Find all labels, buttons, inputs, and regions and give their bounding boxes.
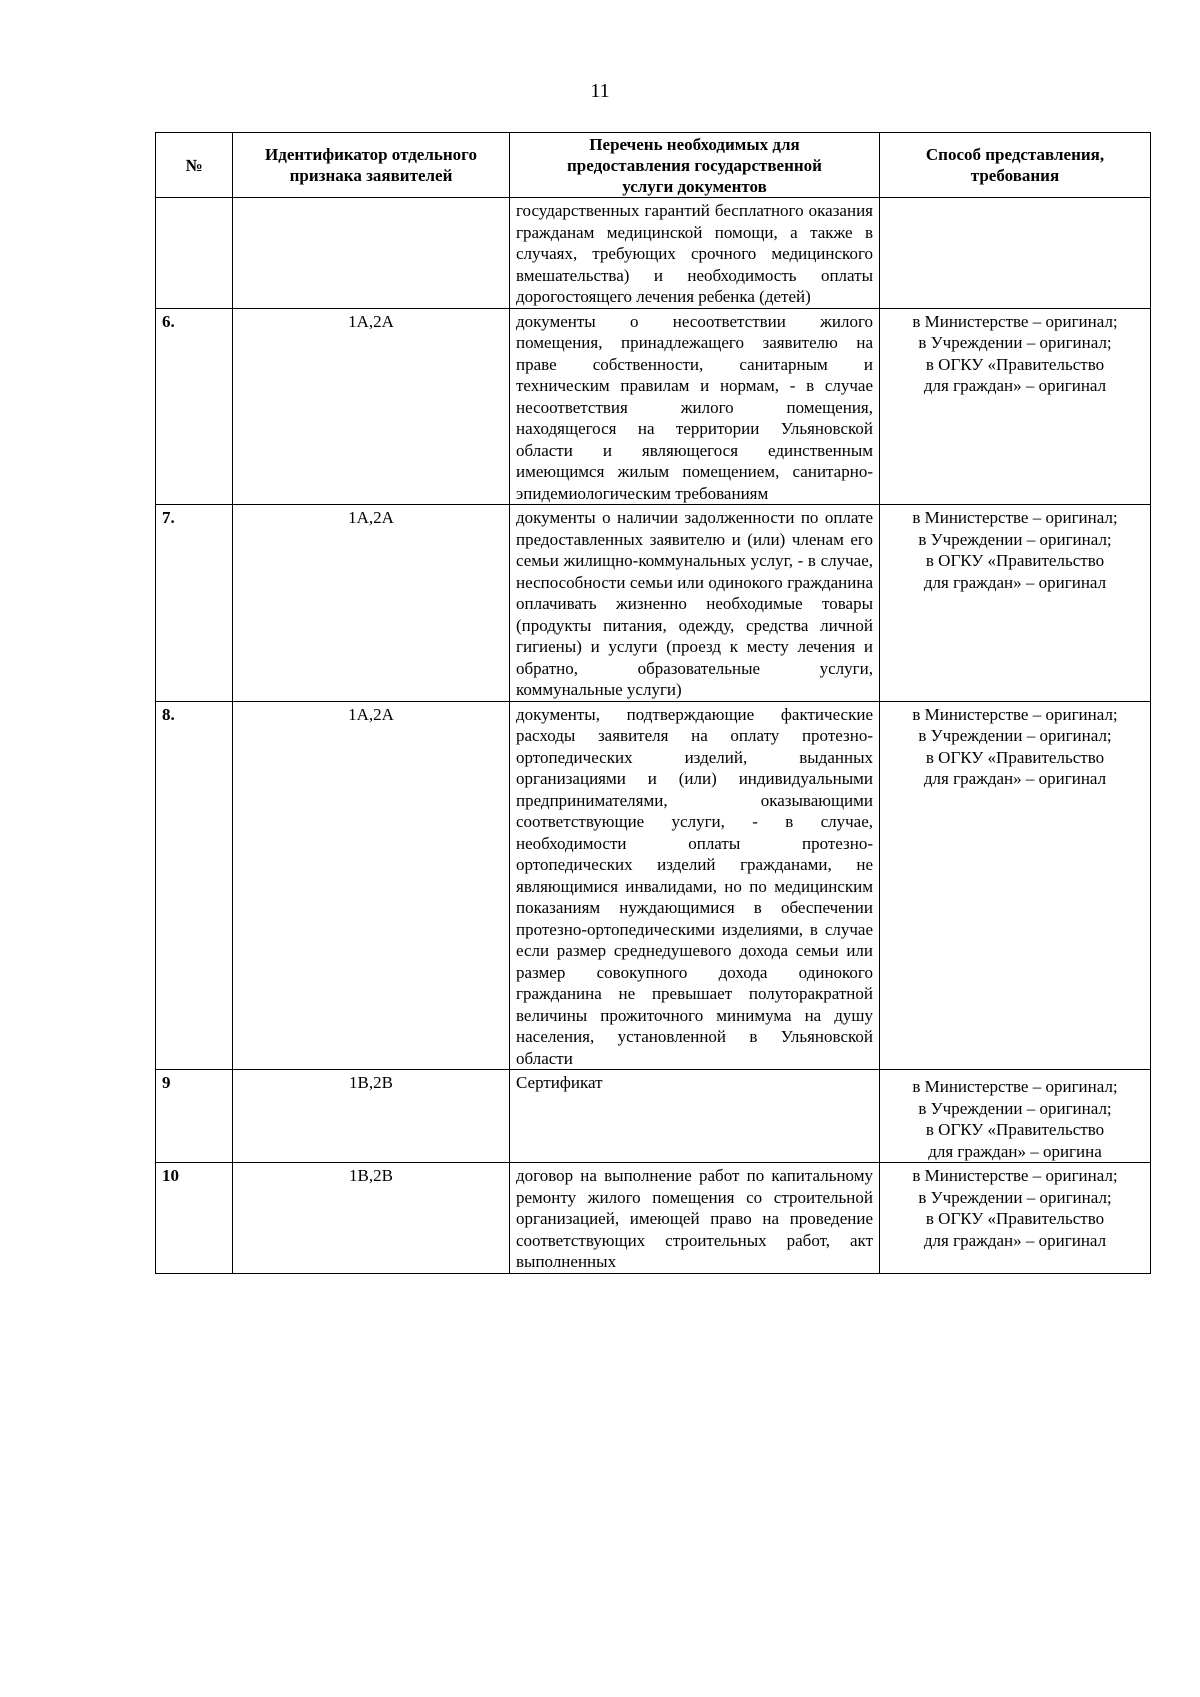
row-number: 6. <box>156 308 233 505</box>
table-body <box>156 198 1151 1274</box>
row-number: 7. <box>156 505 233 702</box>
submission-method-line: в Министерстве – оригинал; <box>912 1077 1118 1096</box>
table-row <box>156 1163 1151 1274</box>
submission-method-line: в ОГКУ «Правительство <box>925 354 1105 374</box>
table-row <box>156 308 1151 505</box>
header-documents-line: предоставления государственной <box>567 155 822 175</box>
header-identifier-line: признака заявителей <box>289 166 453 185</box>
table-row <box>156 1070 1151 1163</box>
submission-method-line: для граждан» – оригина <box>928 1141 1102 1161</box>
submission-method <box>880 308 1151 505</box>
submission-method-line: в Министерстве – оригинал; <box>912 508 1118 527</box>
table-row <box>156 505 1151 702</box>
submission-method <box>880 1070 1151 1163</box>
submission-method <box>880 198 1151 309</box>
header-identifier <box>233 133 510 198</box>
row-number: 8. <box>156 701 233 1070</box>
document-description: документы о наличии задолженности по оплате предоставленных заявителю и (или) членам его семьи жилищно-коммунальных услуг, - в случае, неспособности семьи или одинокого гражданина оплачивать жизненно необходимые товары (продукты питания, одежду, средства личной гигиены) и услуги (проезд к месту лечения и обратно, образовательные услуги, коммунальные услуги) <box>510 505 880 702</box>
applicant-identifier: 1А,2А <box>233 701 510 1070</box>
submission-method-line: в ОГКУ «Правительство <box>925 551 1105 570</box>
submission-method-line: в ОГКУ «Правительство <box>925 747 1105 767</box>
submission-method-line: в Министерстве – оригинал; <box>912 704 1118 724</box>
table-header-row <box>156 133 1151 198</box>
submission-method-line: в Министерстве – оригинал; <box>912 311 1118 331</box>
submission-method-line: для граждан» – оригинал <box>923 769 1107 788</box>
submission-method <box>880 701 1151 1070</box>
header-method-line: требования <box>970 166 1060 185</box>
header-documents-line: Перечень необходимых для <box>589 134 800 154</box>
row-number: 10 <box>156 1163 233 1274</box>
document-description: государственных гарантий бесплатного оказания гражданам медицинской помощи, а также в случаях, требующих срочного медицинского вмешательства) и необходимость оплаты дорогостоящего лечения ребенка (детей) <box>510 198 880 309</box>
submission-method-line: в Учреждении – оригинал; <box>918 1098 1112 1118</box>
submission-method-line: в ОГКУ «Правительство <box>925 1209 1105 1228</box>
applicant-identifier: 1А,2А <box>233 308 510 505</box>
document-description: Сертификат <box>510 1070 880 1163</box>
row-number: 9 <box>156 1070 233 1163</box>
header-identifier-line: Идентификатор отдельного <box>265 145 477 164</box>
requirements-table <box>155 132 1151 1274</box>
page-number: 11 <box>590 80 610 102</box>
applicant-identifier: 1В,2В <box>233 1070 510 1163</box>
applicant-identifier: 1А,2А <box>233 505 510 702</box>
document-description: документы, подтверждающие фактические расходы заявителя на оплату протезно-ортопедических изделий, выданных организациями и (или) индивидуальными предпринимателями, оказывающими соответствующие услуги, - в случае, необходимости оплаты протезно-ортопедических изделий гражданами, не являющимися инвалидами, но по медицинским показаниям нуждающимися в обеспечении протезно-ортопедическими изделиями, в случае если размер среднедушевого дохода семьи или размер совокупного дохода одинокого гражданина не превышает полуторакратной величины прожиточного минимума на душу населения, установленной в Ульяновской области <box>510 701 880 1070</box>
applicant-identifier <box>233 198 510 309</box>
header-method-line: Способ представления, <box>925 145 1105 164</box>
table-row <box>156 701 1151 1070</box>
submission-method <box>880 1163 1151 1274</box>
header-documents <box>510 133 880 198</box>
table-row <box>156 198 1151 309</box>
row-number <box>156 198 233 309</box>
applicant-identifier: 1В,2В <box>233 1163 510 1274</box>
submission-method-line: в Учреждении – оригинал; <box>918 726 1112 745</box>
submission-method-line: в Министерстве – оригинал; <box>912 1166 1118 1185</box>
submission-method <box>880 505 1151 702</box>
document-description: документы о несоответствии жилого помещения, принадлежащего заявителю на праве собственности, санитарным и техническим правилам и нормам, - в случае несоответствия жилого помещения, находящегося на территории Ульяновской области и являющегося единственным имеющимся жилым помещением, санитарно-эпидемиологическим требованиям <box>510 308 880 505</box>
submission-method-line: в Учреждении – оригинал; <box>918 333 1112 352</box>
submission-method-line: для граждан» – оригинал <box>923 572 1107 592</box>
submission-method-line: в Учреждении – оригинал; <box>918 1187 1112 1207</box>
submission-method-line: в ОГКУ «Правительство <box>925 1120 1105 1139</box>
header-method <box>880 133 1151 198</box>
submission-method-line: для граждан» – оригинал <box>923 1230 1107 1250</box>
header-number: № <box>156 133 233 198</box>
header-documents-line: услуги документов <box>622 176 767 196</box>
document-description: договор на выполнение работ по капитальному ремонту жилого помещения со строительной организацией, имеющей право на проведение соответствующих строительных работ, акт выполненных <box>510 1163 880 1274</box>
submission-method-line: в Учреждении – оригинал; <box>918 529 1112 549</box>
submission-method-line: для граждан» – оригинал <box>923 376 1107 395</box>
